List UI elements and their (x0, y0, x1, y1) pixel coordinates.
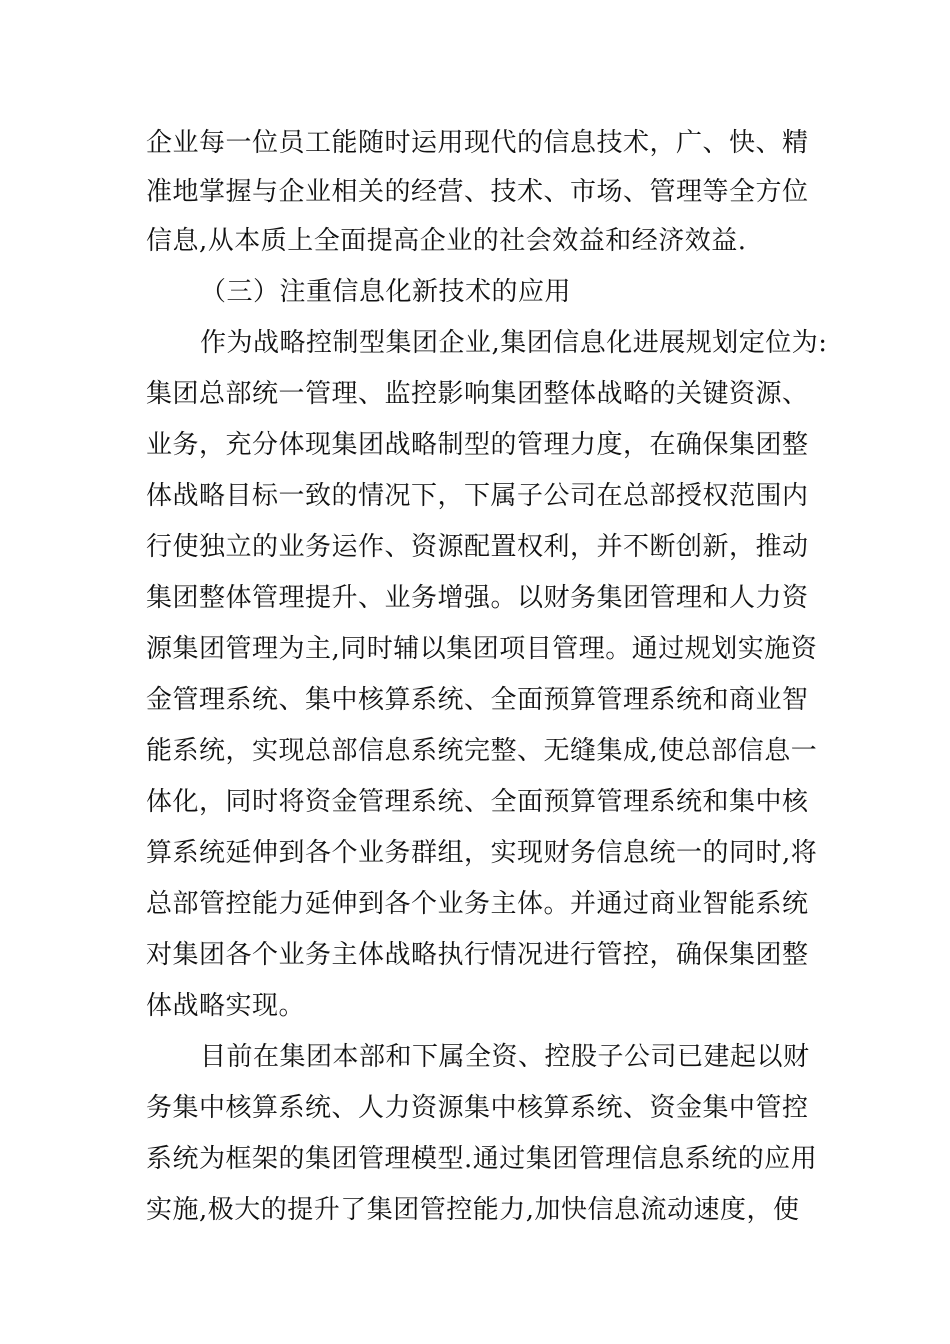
paragraph-line: 集团总部统一管理、监控影响集团整体战略的关键资源、 (146, 379, 809, 409)
paragraph-line: 准地掌握与企业相关的经营、技术、市场、管理等全方位 (146, 177, 809, 207)
paragraph-line: 作为战略控制型集团企业,集团信息化进展规划定位为: (200, 328, 828, 358)
paragraph-line: 行使独立的业务运作、资源配置权利，并不断创新，推动 (146, 532, 809, 562)
paragraph-line: 信息,从本质上全面提高企业的社会效益和经济效益. (146, 226, 747, 256)
paragraph-line: 体战略实现。 (146, 991, 306, 1021)
paragraph-line: 体战略目标一致的情况下，下属子公司在总部授权范围内 (146, 481, 809, 511)
paragraph-line: 算系统延伸到各个业务群组，实现财务信息统一的同时,将 (146, 838, 818, 868)
paragraph-line: 务集中核算系统、人力资源集中核算系统、资金集中管控 (146, 1093, 809, 1123)
paragraph-line: 能系统，实现总部信息系统完整、无缝集成,使总部信息一 (146, 736, 818, 766)
paragraph-line: 源集团管理为主,同时辅以集团项目管理。通过规划实施资 (146, 634, 818, 664)
paragraph-line: 企业每一位员工能随时运用现代的信息技术，广、快、精 (146, 128, 809, 158)
section-heading: （三）注重信息化新技术的应用 (200, 277, 572, 307)
paragraph-line: 系统为框架的集团管理模型.通过集团管理信息系统的应用 (146, 1144, 818, 1174)
paragraph-line: 业务，充分体现集团战略制型的管理力度，在确保集团整 (146, 430, 809, 460)
paragraph-line: 金管理系统、集中核算系统、全面预算管理系统和商业智 (146, 685, 809, 715)
paragraph-line: 目前在集团本部和下属全资、控股子公司已建起以财 (200, 1042, 810, 1072)
paragraph-line: 集团整体管理提升、业务增强。以财务集团管理和人力资 (146, 583, 809, 613)
paragraph-line: 实施,极大的提升了集团管控能力,加快信息流动速度，使 (146, 1195, 800, 1225)
paragraph-line: 总部管控能力延伸到各个业务主体。并通过商业智能系统 (146, 889, 809, 919)
paragraph-line: 对集团各个业务主体战略执行情况进行管控，确保集团整 (146, 940, 809, 970)
paragraph-line: 体化，同时将资金管理系统、全面预算管理系统和集中核 (146, 787, 809, 817)
